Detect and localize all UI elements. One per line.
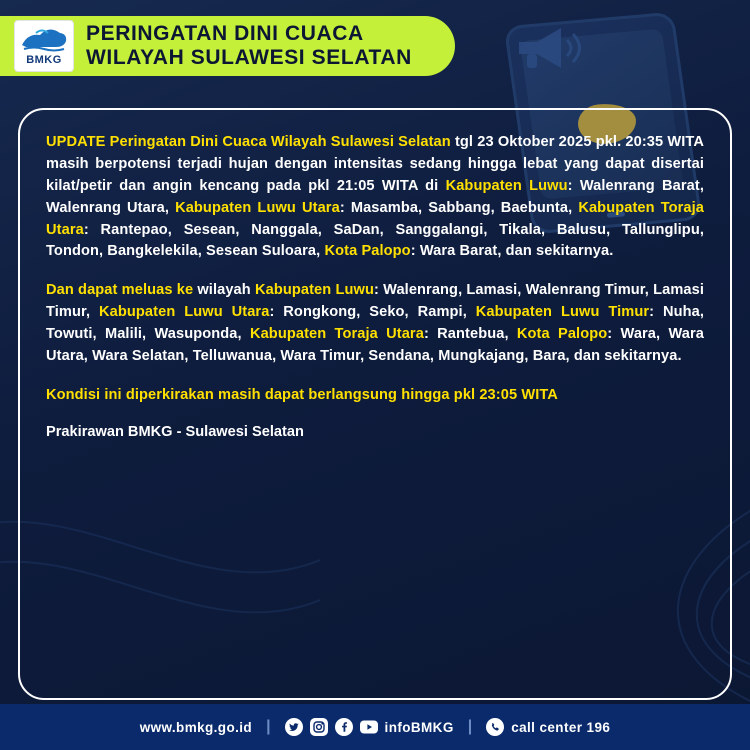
- bmkg-logo: [14, 20, 74, 72]
- bmkg-logo-icon: [20, 27, 68, 53]
- footer-website[interactable]: www.bmkg.go.id: [139, 719, 253, 735]
- header-title-line1: PERINGATAN DINI CUACA: [86, 22, 364, 46]
- header-title-line2: WILAYAH SULAWESI SELATAN: [86, 46, 412, 69]
- twitter-icon[interactable]: [285, 718, 303, 736]
- paragraph-duration: Kondisi ini diperkirakan masih dapat berlangsung hingga pkl 23:05 WITA: [46, 386, 558, 403]
- phone-icon: [486, 718, 504, 736]
- paragraph-expansion: Dan dapat meluas ke wilayah Kabupaten Luwu: Walenrang, Lamasi, Walenrang Timur, Lamasi Timur, Kabupaten Luwu Utara: Rongkong, Seko, Rampi, Kabupaten Luwu Timur: Nuha, Towuti, Malili, Wasuponda, Kabupaten Toraja Utara: Rantebua, Kota Palopo: Wara, Wara Utara, Wara Selatan, Telluwanua, Wara Timur, Sendana, Mungkajang, Bara, dan sekitarnya.: [46, 282, 705, 365]
- footer-separator-1: |: [266, 718, 271, 735]
- signature-line: Prakirawan BMKG - Sulawesi Selatan: [46, 423, 304, 440]
- header-banner: [0, 16, 455, 76]
- warning-content-card: [18, 108, 732, 700]
- footer-call-group: [486, 718, 610, 736]
- megaphone-icon: [515, 22, 585, 74]
- header-titles: [86, 22, 412, 69]
- bmkg-logo-text: BMKG: [26, 53, 62, 66]
- instagram-icon[interactable]: [310, 718, 328, 736]
- footer-bar: [0, 704, 750, 750]
- footer-social-group: [285, 718, 454, 736]
- facebook-icon[interactable]: [335, 718, 353, 736]
- footer-social-handle[interactable]: infoBMKG: [384, 719, 454, 735]
- footer-call-center[interactable]: call center 196: [511, 719, 611, 735]
- youtube-icon[interactable]: [360, 718, 378, 736]
- paragraph-update: UPDATE Peringatan Dini Cuaca Wilayah Sulawesi Selatan tgl 23 Oktober 2025 pkl. 20:35 WITA masih berpotensi terjadi hujan dengan intensitas sedang hingga lebat yang dapat disertai kilat/petir dan angin kencang pada pkl 21:05 WITA di Kabupaten Luwu: Walenrang Barat, Walenrang Utara, Kabupaten Luwu Utara: Masamba, Sabbang, Baebunta, Kabupaten Toraja Utara: Rantepao, Sesean, Nanggala, SaDan, Sanggalangi, Tikala, Balusu, Tallunglipu, Tondon, Bangkelekila, Sesean Suloara, Kota Palopo: Wara Barat, dan sekitarnya.: [46, 134, 705, 260]
- footer-separator-2: |: [467, 718, 473, 735]
